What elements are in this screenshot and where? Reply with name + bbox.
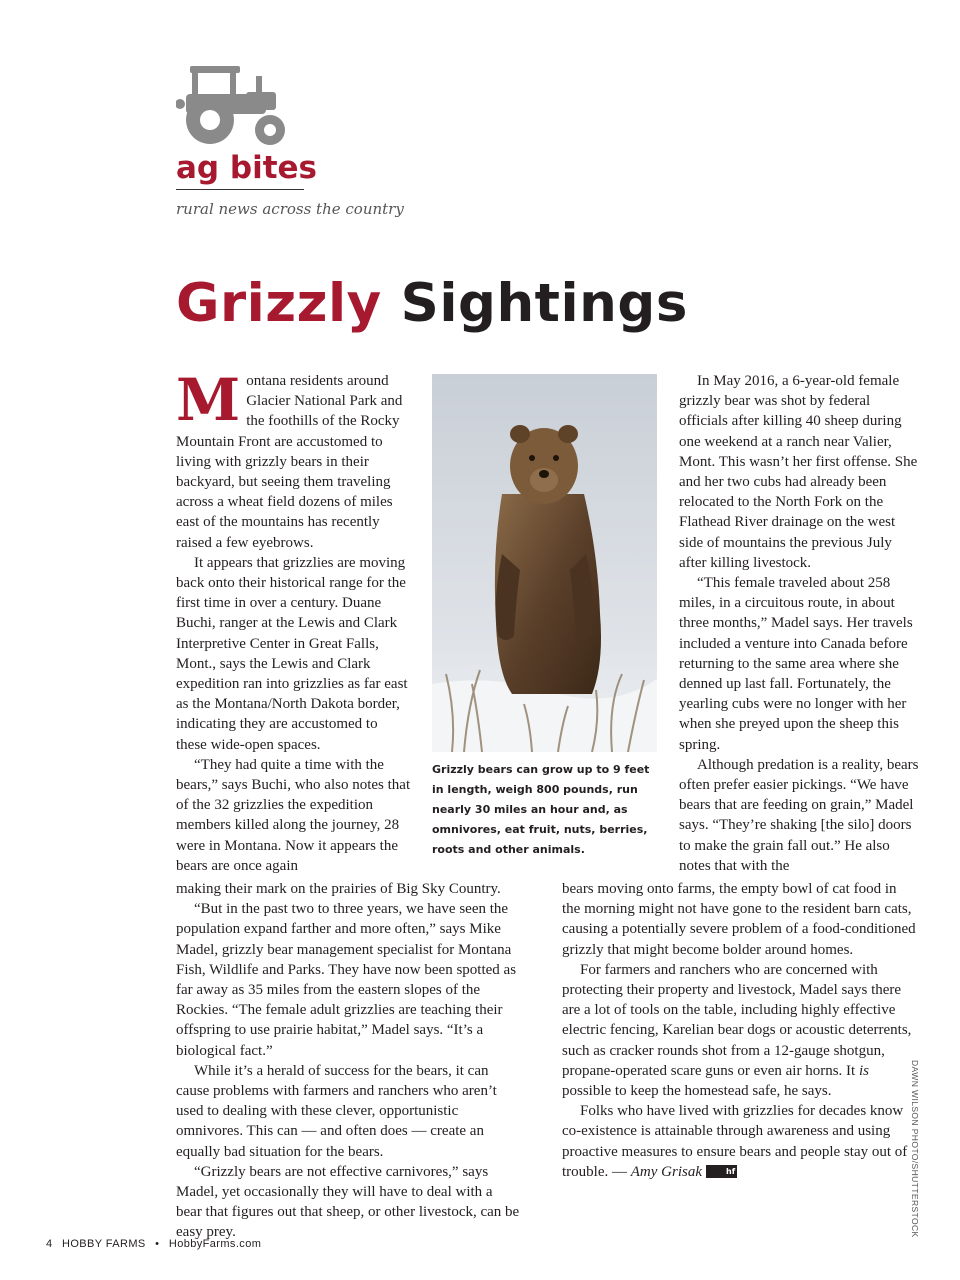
article-paragraph: In May 2016, a 6-year-old female grizzly bear was shot by federal officials after killing 40 sheep during one weekend at a ranch near Valier, Mont. This wasn’t her first offense. She and her two cubs had already been relocated to the North Fork on the Flathead River drainage on the west side of mountains the previous July after killing livestock. (679, 373, 918, 571)
emphasis-text: is (858, 1062, 869, 1079)
article-headline (176, 272, 688, 336)
article-paragraph: Although predation is a reality, bears often prefer easier pickings. “We have bears that are feeding on grain,” Madel says. “They’re shaking [the silo] doors to make the grain fall out.” He also notes that with the (679, 756, 919, 874)
photo-credit: DAWN WILSON PHOTO/SHUTTERSTOCK (910, 1060, 920, 1238)
article-paragraph (176, 366, 412, 553)
article-paragraph-continued: making their mark on the prairies of Big Sky Country. (176, 881, 501, 897)
article-column-left-wide (176, 879, 522, 1243)
website-link[interactable]: HobbyFarms.com (168, 1238, 262, 1250)
paragraph-text: ontana residents around Glacier National Park and the foothills of the Rocky Mountain Front are accustomed to living with grizzly bears in their backyard, but seeing them traveling across a wheat field dozens of miles east of the mountains has recently raised a few eyebrows. (176, 373, 403, 551)
article-paragraph: It appears that grizzlies are moving back onto their historical range for the first time in over a century. Duane Buchi, ranger at the Lewis and Clark Interpretive Center in Great Falls, Mont., says the Lewis and Clark expedition ran into grizzlies as far east as the Montana/North Dakota border, indicating they are accustomed to these wide-open spaces. (176, 554, 408, 753)
article-paragraph: “Grizzly bears are not effective carnivores,” says Madel, yet occasionally they will have to deal with a bear that figures out that sheep, or other livestock, can be easy prey. (176, 1163, 520, 1241)
page-footer (46, 1238, 267, 1250)
magazine-name: HOBBY FARMS (62, 1238, 146, 1250)
end-mark-icon: hf (706, 1165, 737, 1178)
headline-red-word: Grizzly (176, 273, 382, 334)
headline-dark-word: Sightings (400, 273, 688, 334)
article-paragraph: “This female traveled about 258 miles, in a circuitous route, in about three months,” Madel says. Her travels included a venture into Canada before returning to the same area where she denned up last fall. Fortunately, the yearling cubs were no longer with her when she preyed upon the sheep this spring. (679, 575, 913, 753)
drop-cap: M (176, 366, 241, 434)
paragraph-text: possible to keep the homestead safe, he says. (562, 1083, 832, 1100)
page-number: 4 (46, 1238, 53, 1250)
grizzly-bear-photo (432, 374, 657, 752)
article-paragraph (562, 960, 916, 1101)
article-column-right-wide (562, 879, 916, 1182)
author-byline: Amy Grisak (630, 1163, 702, 1180)
tractor-icon (176, 62, 292, 146)
photo-caption: Grizzly bears can grow up to 9 feet in length, weigh 800 pounds, run nearly 30 miles an hour and, as omnivores, eat fruit, nuts, berries, roots and other animals. (432, 763, 650, 856)
article-column-right (679, 371, 919, 876)
section-subtitle: rural news across the country (176, 200, 404, 218)
article-paragraph: While it’s a herald of success for the bears, it can cause problems with farmers and ranchers who aren’t used to dealing with these clever, opportunistic omnivores. This can — and often does — create an equally bad situation for the bears. (176, 1062, 497, 1160)
article-paragraph: “They had quite a time with the bears,” says Buchi, who also notes that of the 32 grizzlies the expedition members killed along the journey, 28 were in Montana. Now it appears the bears are once again (176, 756, 411, 874)
article-paragraph (562, 1101, 916, 1182)
section-divider (176, 189, 304, 190)
article-paragraph: “But in the past two to three years, we have seen the population expand farther and more often,” says Mike Madel, grizzly bear management specialist for Montana Fish, Wildlife and Parks. They have now been spotted as far away as 35 miles from the eastern slopes of the Rockies. “The female adult grizzlies are teaching their offspring to use prairie habitat,” Madel says. “It’s a biological fact.” (176, 901, 517, 1059)
article-paragraph-continued: bears moving onto farms, the empty bowl of cat food in the morning might not have gone to the resident barn cats, causing a potentially severe problem of a food-conditioned grizzly that might become bolder around homes. (562, 881, 916, 958)
footer-separator: • (155, 1238, 160, 1250)
paragraph-text: Folks who have lived with grizzlies for decades know co-existence is attainable through awareness and using proactive measures to ensure bears and people stay out of trouble. — (562, 1103, 908, 1180)
paragraph-text: For farmers and ranchers who are concerned with protecting their property and livestock, Madel says there are a lot of tools on the table, including highly effective electric fencing, Karelian bear dogs or acoustic deterrents, such as cracker rounds shot from a 12-gauge shotgun, propane-operated scare guns or even air horns. It (562, 961, 912, 1079)
article-column-left (176, 366, 412, 876)
section-title: ag bites (176, 150, 318, 186)
